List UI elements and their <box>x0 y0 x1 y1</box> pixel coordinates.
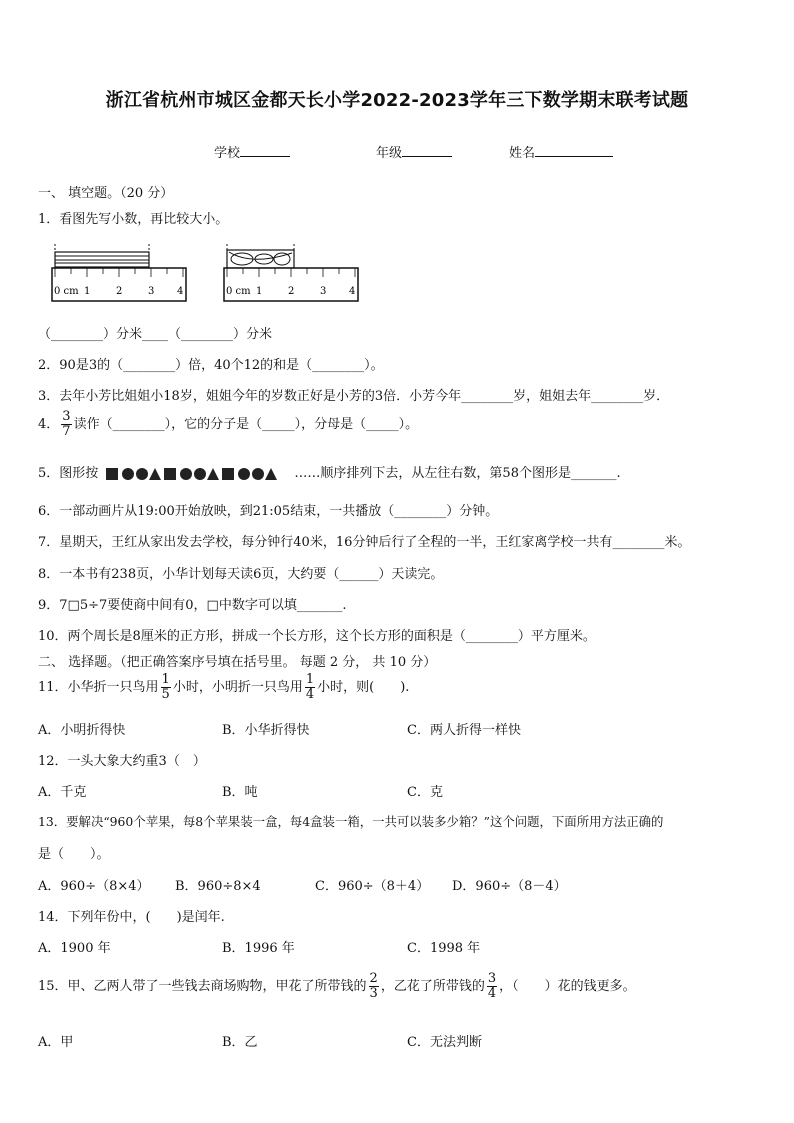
page-title: 浙江省杭州市城区金都天长小学2022-2023学年三下数学期末联考试题 <box>105 90 689 111</box>
q11-frac2 <box>305 673 315 702</box>
q2-text: 2．90是3的（________）倍，40个12的和是（________）。 <box>38 358 384 373</box>
q11 <box>38 673 409 702</box>
q15-frac1-den: 3 <box>369 986 378 1001</box>
q10-text: 10．两个周长是8厘米的正方形，拼成一个长方形，这个长方形的面积是（________）平方厘米。 <box>38 629 596 644</box>
q13-line2: 是（ ）。 <box>38 847 110 862</box>
q5-after: ……顺序排列下去，从左往右数，第58个图形是_______. <box>294 466 621 481</box>
ruler1-tick-1: 1 <box>84 286 91 297</box>
ruler2-tick-0: 0 cm <box>226 286 251 297</box>
q15-a: 15．甲、乙两人带了一些钱去商场购物，甲花了所带钱的 <box>38 979 367 994</box>
q4 <box>38 410 418 439</box>
name-label: 姓名 <box>509 146 536 161</box>
q11-frac1 <box>161 673 171 702</box>
q11-frac2-den: 4 <box>305 687 315 702</box>
q9-text: 9．7□5÷7要使商中间有0，□中数字可以填_______. <box>38 598 347 613</box>
q15-c: ，（ ）花的钱更多。 <box>499 979 636 994</box>
ruler1-tick-0: 0 cm <box>54 286 79 297</box>
q11-option-b: B．小华折得快 <box>222 723 310 738</box>
q13-option-b: B．960÷8×4 <box>175 879 261 894</box>
section1-heading: 一、 填空题。（20 分） <box>38 186 174 201</box>
q15-option-a: A．甲 <box>38 1035 74 1050</box>
q14-option-b: B．1996 年 <box>222 941 295 956</box>
ruler1-tick-3: 3 <box>148 286 155 297</box>
q6-text: 6．一部动画片从19:00开始放映，到21:05结束，一共播放（________）分钟。 <box>38 504 499 519</box>
q5-before: 5．图形按 <box>38 466 99 481</box>
ruler1-tick-2: 2 <box>116 286 123 297</box>
q12-option-a: A．千克 <box>38 785 87 800</box>
school-field <box>214 142 290 161</box>
q7-text: 7．星期天，王红从家出发去学校，每分钟行40米，16分钟后行了全程的一半，王红家离学校一共有________米。 <box>38 535 691 550</box>
ruler-1-figure <box>50 244 190 304</box>
q15-option-b: B．乙 <box>222 1035 258 1050</box>
ruler2-tick-4: 4 <box>349 286 356 297</box>
grade-label: 年级 <box>376 146 403 161</box>
q15-b: ，乙花了所带钱的 <box>380 979 485 994</box>
q8-text: 8．一本书有238页，小华计划每天读6页，大约要（______）天读完。 <box>38 567 444 582</box>
q5 <box>38 462 621 481</box>
q14-option-c: C．1998 年 <box>407 941 481 956</box>
q4-frac-num: 3 <box>62 409 71 424</box>
q13-option-d: D．960÷（8－4） <box>452 879 567 894</box>
q4-num: 4． <box>38 417 60 432</box>
grade-field <box>376 142 452 161</box>
q15-frac2-num: 3 <box>487 971 497 986</box>
q12-option-b: B．吨 <box>222 785 258 800</box>
q13-line1: 13．要解决“960个苹果，每8个苹果装一盒，每4盒装一箱，一共可以装多少箱？”这个问题，下面所用方法正确的 <box>38 814 664 829</box>
ruler-2-figure <box>222 244 362 304</box>
ruler2-tick-2: 2 <box>288 286 295 297</box>
section2-heading: 二、 选择题。（把正确答案序号填在括号里。 每题 2 分， 共 10 分） <box>38 655 437 670</box>
q11-option-c: C．两人折得一样快 <box>407 723 521 738</box>
q15-frac2 <box>487 972 497 1001</box>
ruler1-tick-4: 4 <box>177 286 184 297</box>
shape-sequence-figure <box>104 467 292 481</box>
q15-frac2-den: 4 <box>487 986 497 1001</box>
name-field <box>509 142 613 161</box>
q1-text: 1．看图先写小数，再比较大小。 <box>38 212 229 227</box>
q14-option-a: A．1900 年 <box>38 941 111 956</box>
q15-frac1-num: 2 <box>369 971 378 986</box>
q11-frac2-num: 1 <box>305 672 315 687</box>
q13-option-c: C．960÷（8＋4） <box>315 879 430 894</box>
q4-frac-den: 7 <box>62 424 71 439</box>
q14-text: 14．下列年份中，( )是闰年. <box>38 910 225 925</box>
ruler2-tick-1: 1 <box>256 286 263 297</box>
q4-fraction <box>61 410 71 439</box>
q12-text: 12．一头大象大约重3（ ） <box>38 754 206 769</box>
q15 <box>38 972 636 1001</box>
q11-a: 11．小华折一只鸟用 <box>38 680 159 695</box>
q11-b: 小时，小明折一只鸟用 <box>172 680 303 695</box>
q11-option-a: A．小明折得快 <box>38 723 126 738</box>
q11-frac1-num: 1 <box>161 672 170 687</box>
q4-rest: 读作（________），它的分子是（_____），分母是（_____）。 <box>73 417 419 432</box>
school-label: 学校 <box>214 146 241 161</box>
q1-answer-line: （________）分米____（________）分米 <box>38 327 273 342</box>
q13-option-a: A．960÷（8×4） <box>38 879 150 894</box>
q15-option-c: C．无法判断 <box>407 1035 482 1050</box>
q12-option-c: C．克 <box>407 785 443 800</box>
q11-frac1-den: 5 <box>161 687 170 702</box>
q11-c: 小时，则( ). <box>317 680 410 695</box>
ruler2-tick-3: 3 <box>320 286 327 297</box>
q15-frac1 <box>369 972 379 1001</box>
q3-text: 3．去年小芳比姐姐小18岁，姐姐今年的岁数正好是小芳的3倍．小芳今年________岁，姐姐去年________岁． <box>38 389 670 404</box>
